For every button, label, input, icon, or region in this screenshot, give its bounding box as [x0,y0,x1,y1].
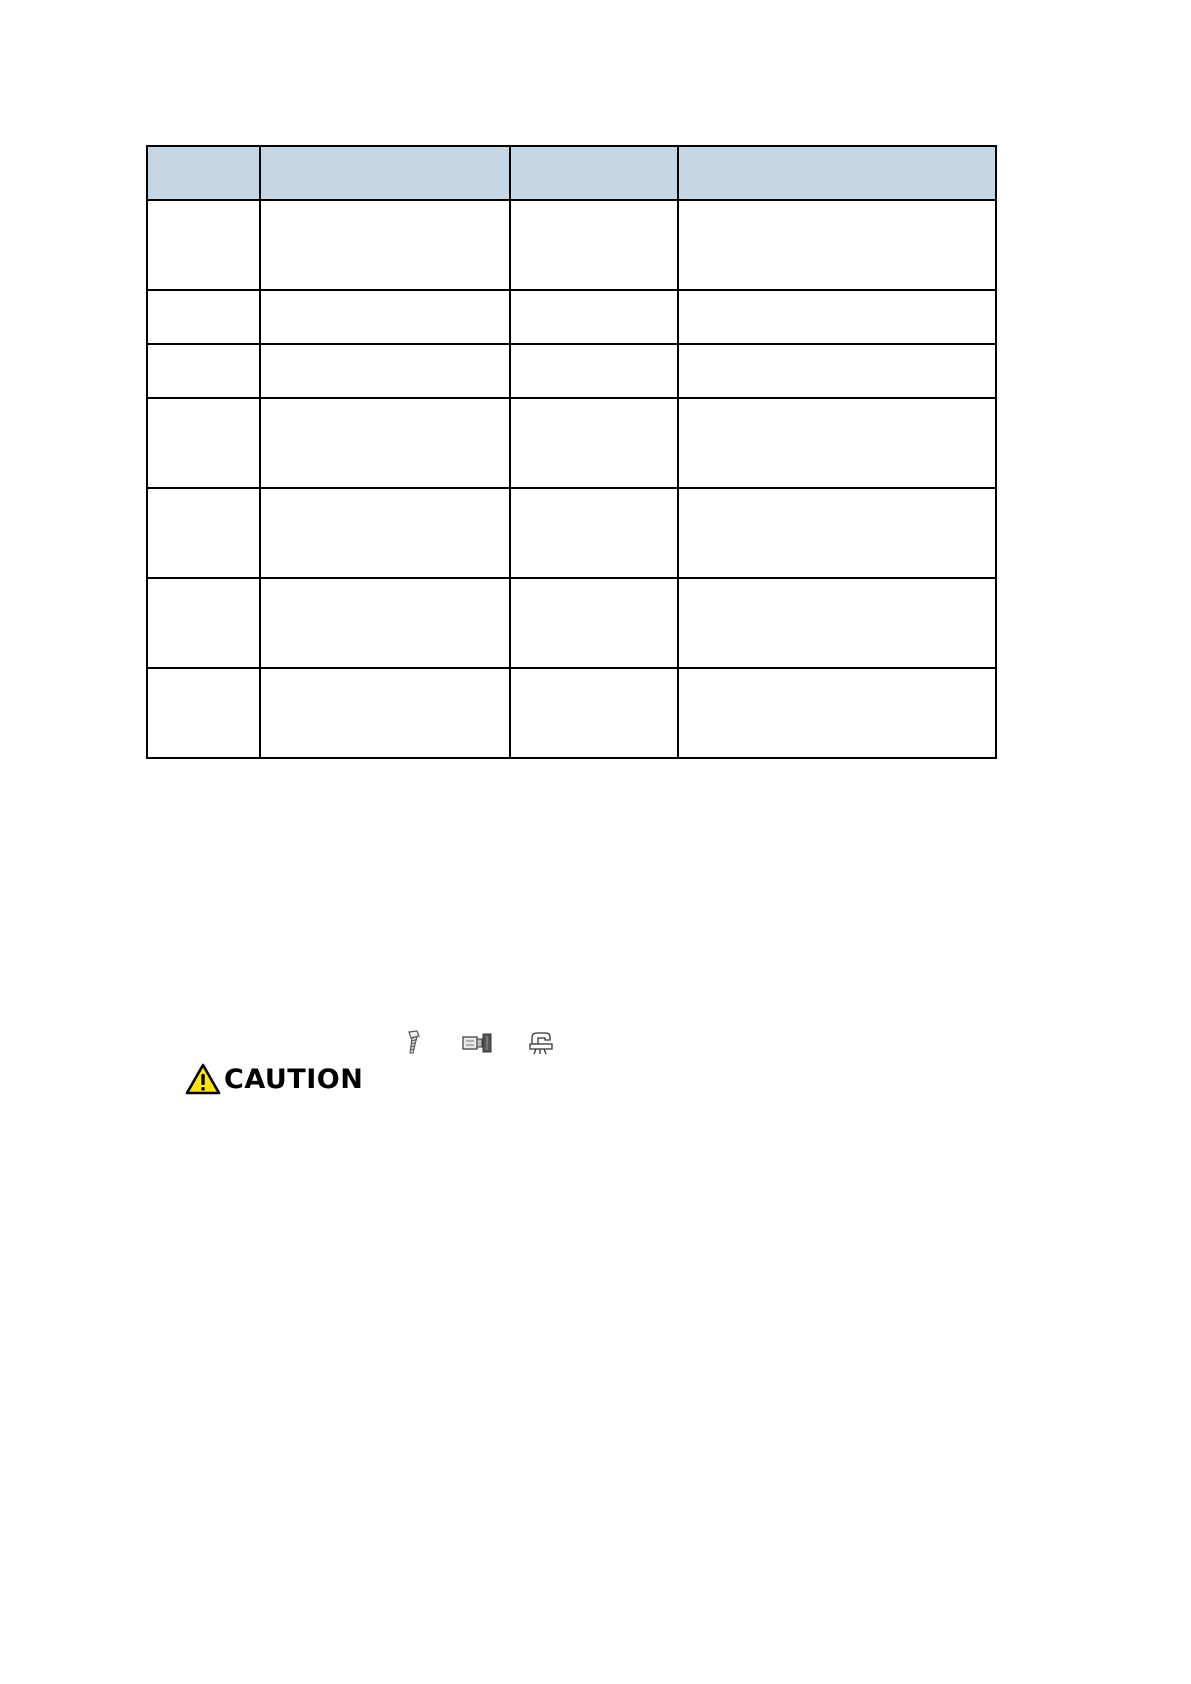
table-header-cell [510,146,678,200]
clamp-icon [528,1030,556,1056]
table-cell [147,578,260,668]
table-row [147,488,996,578]
table-header-cell [260,146,510,200]
table-cell [510,344,678,398]
table-cell [510,488,678,578]
table-cell [510,668,678,758]
screw-icon [403,1030,425,1056]
table-row [147,578,996,668]
table-cell [147,344,260,398]
table-cell [678,200,996,290]
table-cell [678,488,996,578]
table-cell [147,668,260,758]
table-cell [510,290,678,344]
table-header-cell [147,146,260,200]
table-cell [678,578,996,668]
table-cell [260,488,510,578]
table-header-cell [678,146,996,200]
caution-label [185,1063,363,1095]
table-cell [510,578,678,668]
table-cell [260,578,510,668]
warning-triangle-icon [185,1063,221,1095]
table-cell [260,290,510,344]
table-cell [147,398,260,488]
table-row [147,290,996,344]
table-cell [678,398,996,488]
table-cell [678,290,996,344]
table-cell [147,200,260,290]
table-header-row [147,146,996,200]
table-cell [260,398,510,488]
table-cell [260,668,510,758]
table-cell [147,488,260,578]
table-row [147,200,996,290]
table-row [147,668,996,758]
table-cell [510,398,678,488]
table-cell [678,344,996,398]
table-cell [260,344,510,398]
connector-icon [461,1032,493,1054]
table-row [147,398,996,488]
parts-table [146,145,997,759]
table-cell [147,290,260,344]
table-cell [260,200,510,290]
table-cell [510,200,678,290]
table-cell [678,668,996,758]
caution-text: CAUTION [224,1063,364,1095]
table-row [147,344,996,398]
